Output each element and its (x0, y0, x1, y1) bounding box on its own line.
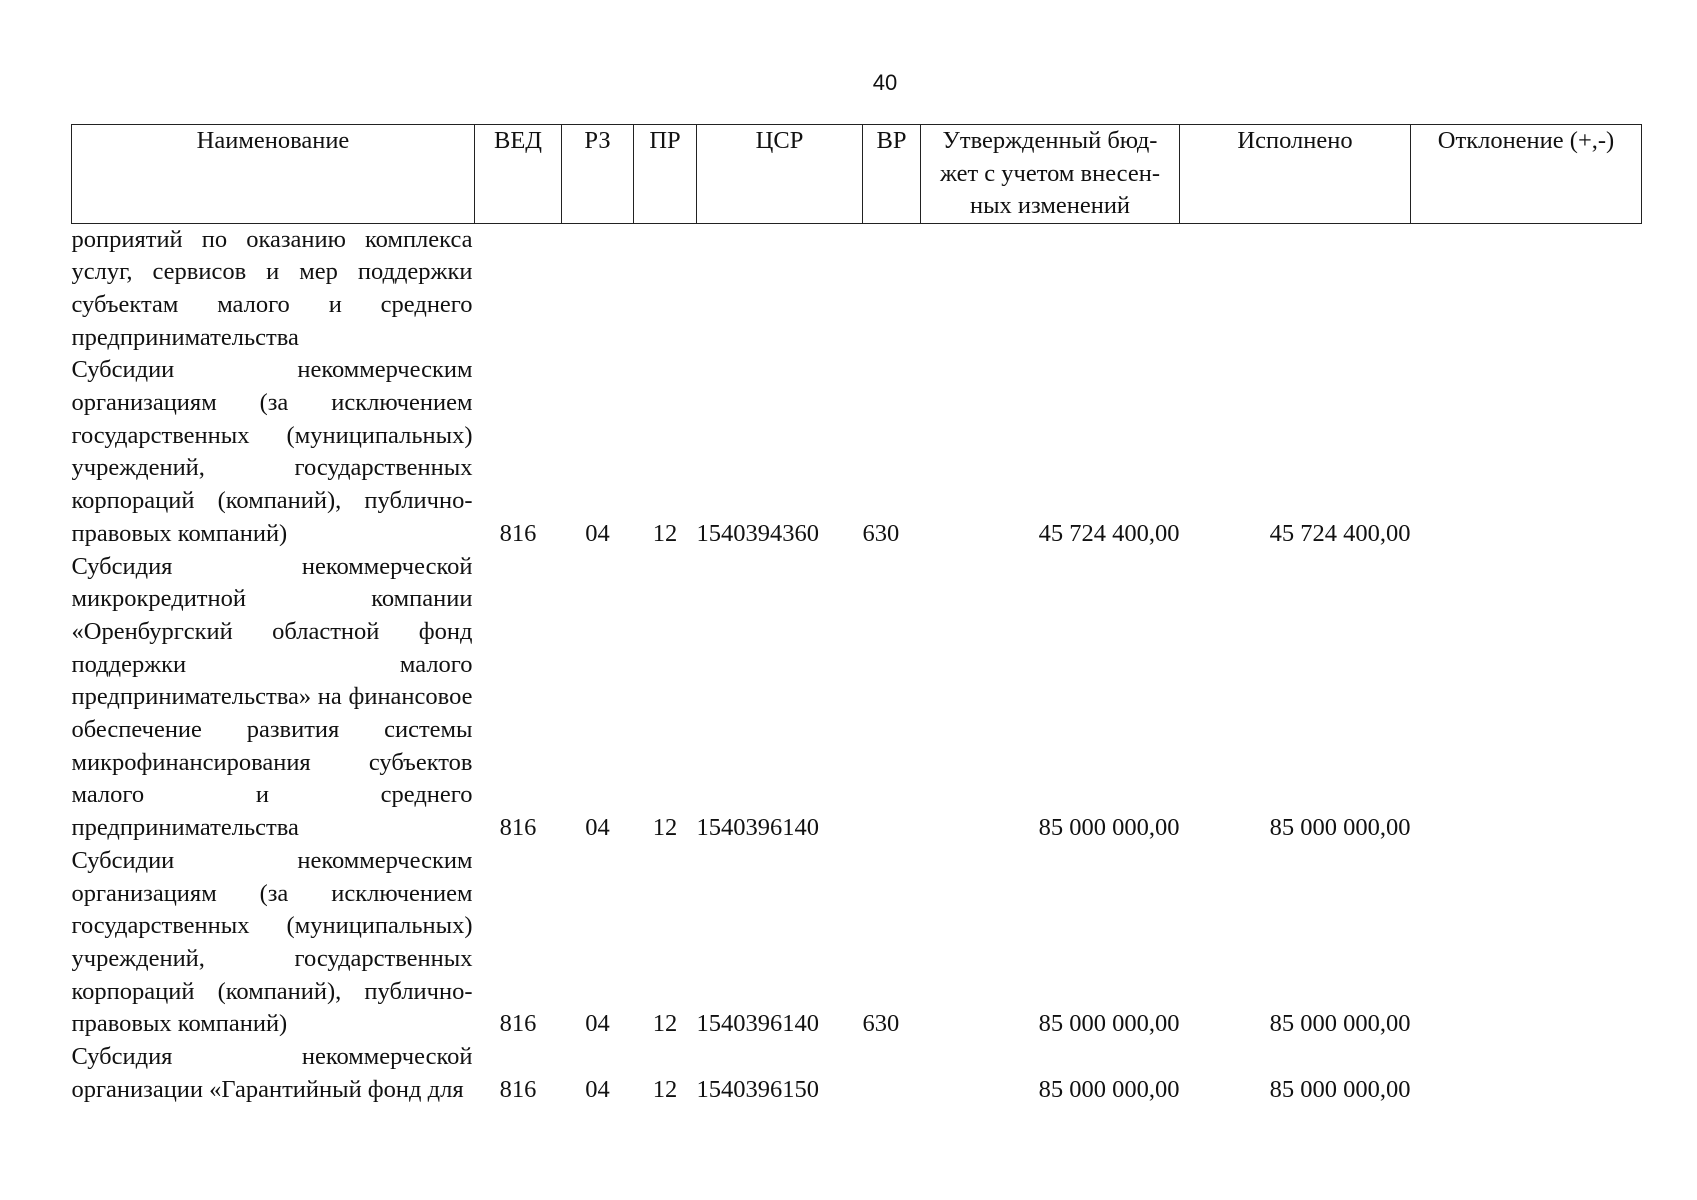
row-deviation (1411, 223, 1642, 354)
row-approved-budget: 85 000 000,00 (1038, 1075, 1180, 1103)
table-row (72, 354, 1642, 550)
row-name: Субсидия некоммерческой организации «Гарантийный фонд для (71, 1043, 473, 1103)
row-ved: 816 (499, 1010, 537, 1038)
row-rz (562, 223, 634, 354)
row-rz: 04 (585, 814, 610, 842)
row-pr (634, 223, 697, 354)
table-row (72, 551, 1642, 845)
row-pr: 12 (652, 1010, 678, 1038)
column-header-vr: ВР (863, 125, 921, 224)
row-executed: 45 724 400,00 (1269, 519, 1411, 547)
row-executed (1180, 223, 1411, 354)
column-header-approved-line-3: ных изменений (969, 192, 1131, 219)
row-deviation (1411, 845, 1642, 1041)
row-csr (697, 223, 863, 354)
row-pr: 12 (652, 814, 678, 842)
column-header-csr: ЦСР (697, 125, 863, 224)
row-executed: 85 000 000,00 (1269, 1075, 1411, 1103)
row-approved-budget: 85 000 000,00 (1038, 814, 1180, 842)
column-header-pr: ПР (634, 125, 697, 224)
row-vr (863, 223, 921, 354)
row-pr: 12 (652, 1075, 678, 1103)
column-header-approved-budget (921, 125, 1180, 224)
row-rz: 04 (585, 519, 610, 547)
row-pr: 12 (652, 519, 678, 547)
row-approved-budget: 85 000 000,00 (1038, 1010, 1180, 1038)
row-executed: 85 000 000,00 (1269, 1010, 1411, 1038)
row-ved (475, 223, 562, 354)
row-rz: 04 (585, 1010, 610, 1038)
row-deviation (1411, 551, 1642, 845)
table-header-row (72, 125, 1642, 224)
row-vr: 630 (862, 1010, 900, 1038)
column-header-approved-line-2: жет с учетом внесен- (939, 159, 1161, 187)
column-header-deviation: Отклонение (+,-) (1411, 125, 1642, 224)
row-executed: 85 000 000,00 (1269, 814, 1411, 842)
row-csr: 1540396140 (696, 1010, 819, 1038)
row-ved: 816 (499, 1075, 537, 1103)
page-number: 40 (872, 70, 898, 95)
row-vr (863, 1041, 921, 1106)
row-deviation (1411, 354, 1642, 550)
row-csr: 1540396140 (696, 814, 819, 842)
row-vr: 630 (862, 519, 900, 547)
row-vr (863, 551, 921, 845)
row-rz: 04 (585, 1075, 610, 1103)
column-header-ved: ВЕД (475, 125, 562, 224)
row-approved-budget: 45 724 400,00 (1038, 519, 1180, 547)
row-name: Субсидии некоммерческим организациям (за исключением государственных (муниципальных) учреждений, государственных корпораций (компаний), публично-правовых компаний) (71, 356, 473, 547)
table-row (72, 845, 1642, 1041)
column-header-approved-line-1: Утвержденный бюд- (942, 127, 1158, 154)
row-name: Субсидии некоммерческим организациям (за исключением государственных (муниципальных) учреждений, государственных корпораций (компаний), публично-правовых компаний) (71, 846, 473, 1038)
row-deviation (1411, 1041, 1642, 1106)
row-ved: 816 (499, 814, 537, 842)
budget-execution-table (71, 124, 1642, 1106)
row-name: Субсидия некоммерческой микрокредитной компании «Оренбургский областной фонд поддержки малого предпринимательства» на финансовое обеспечение развития системы микрофинансирования субъектов малого и среднего предпринимательства (71, 552, 473, 842)
row-csr: 1540394360 (696, 519, 819, 547)
row-approved-budget (921, 223, 1180, 354)
row-ved: 816 (499, 519, 537, 547)
column-header-name: Наименование (72, 125, 475, 224)
column-header-rz: РЗ (562, 125, 634, 224)
column-header-executed: Исполнено (1180, 125, 1411, 224)
row-csr: 1540396150 (696, 1075, 819, 1103)
table-row (72, 223, 1642, 354)
row-name: роприятий по оказанию комплекса услуг, сервисов и мер поддержки субъектам малого и среднего предпринимательства (71, 225, 473, 351)
table-row (72, 1041, 1642, 1106)
